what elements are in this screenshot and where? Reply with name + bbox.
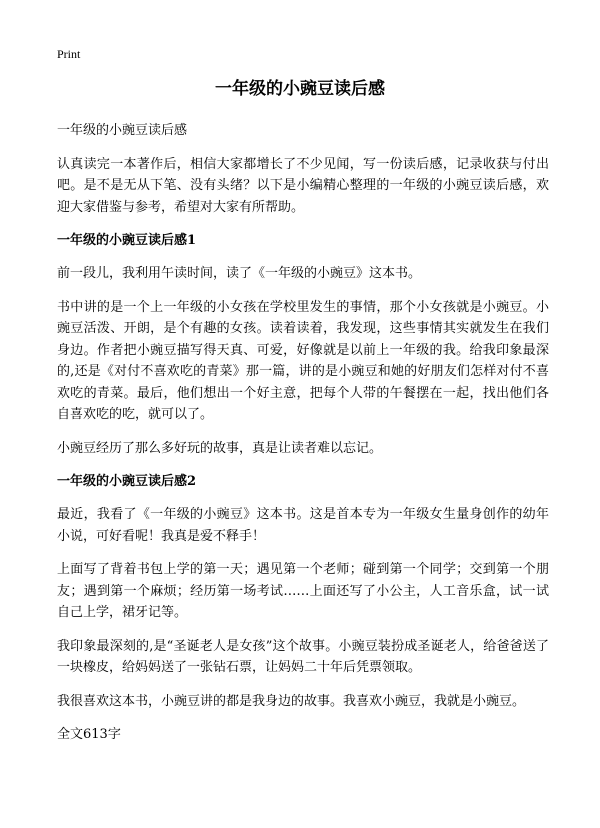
section-1-paragraph: 小豌豆经历了那么多好玩的故事，真是让读者难以忘记。 bbox=[57, 440, 383, 456]
section-heading-1: 一年级的小豌豆读后感1 bbox=[57, 233, 197, 248]
section-2-paragraph: 我很喜欢这本书，小豌豆讲的都是我身边的故事。我喜欢小豌豆，我就是小豌豆。 bbox=[57, 693, 526, 709]
section-2-paragraph: 上面写了背着书包上学的第一天；遇见第一个老师；碰到第一个同学；交到第一个朋友；遇到第一个麻烦；经历第一场考试……上面还写了小公主，人工音乐盒，试一试自己上学，裙牙记等。 bbox=[57, 562, 549, 620]
article-subtitle: 一年级的小豌豆读后感 bbox=[57, 123, 188, 138]
section-heading-2: 一年级的小豌豆读后感2 bbox=[57, 474, 197, 489]
article-body bbox=[57, 120, 549, 758]
word-count: 全文613字 bbox=[57, 727, 121, 742]
section-1-paragraph: 书中讲的是一个上一年级的小女孩在学校里发生的事情，那个小女孩就是小豌豆。小豌豆活泼、开朗，是个有趣的女孩。读着读着，我发现，这些事情其实就发生在我们身边。作者把小豌豆描写得天真、可爱，好像就是以前上一年级的我。给我印象最深的,还是《对付不喜欢吃的青菜》那一篇，讲的是小豌豆和她的好朋友们怎样对付不喜欢吃的青菜。最后，他们想出一个好主意，把每个人带的午餐摆在一起，找出他们各自喜欢吃的吃，就可以了。 bbox=[57, 299, 549, 422]
section-2-paragraph: 我印象最深刻的,是“圣诞老人是女孩”这个故事。小豌豆装扮成圣诞老人，给爸爸送了一块橡皮，给妈妈送了一张钻石票，让妈妈二十年后凭票领取。 bbox=[57, 638, 549, 675]
print-link[interactable]: Print bbox=[57, 47, 81, 61]
intro-paragraph: 认真读完一本著作后，相信大家都增长了不少见闻，写一份读后感，记录收获与付出吧。是不是无从下笔、没有头绪？以下是小编精心整理的一年级的小豌豆读后感，欢迎大家借鉴与参考，希望对大家有所帮助。 bbox=[57, 156, 549, 215]
section-1-paragraph: 前一段儿，我利用午读时间，读了《一年级的小豌豆》这本书。 bbox=[57, 266, 422, 281]
page-title: 一年级的小豌豆读后感 bbox=[215, 79, 385, 99]
section-2-paragraph: 最近，我看了《一年级的小豌豆》这本书。这是首本专为一年级女生量身创作的幼年小说，可好看呢！我真是爱不释手！ bbox=[57, 507, 549, 544]
